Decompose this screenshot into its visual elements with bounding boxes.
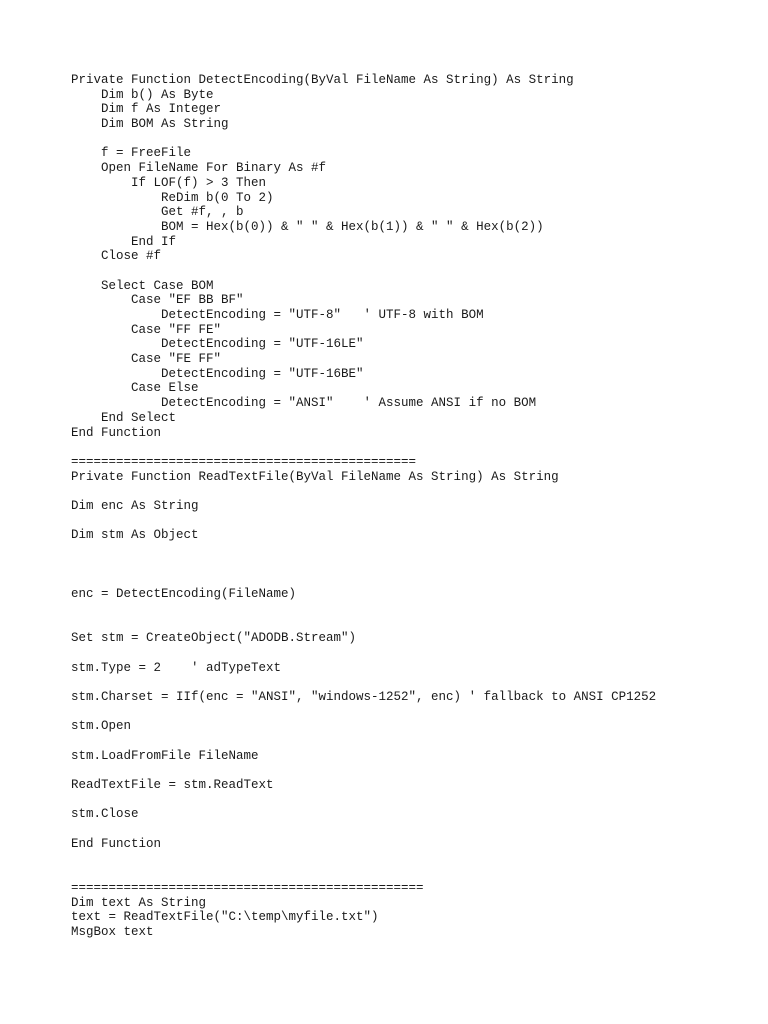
blank-line: [71, 602, 656, 617]
code-line: Private Function DetectEncoding(ByVal FileName As String) As String: [71, 73, 574, 87]
code-line: Private Function ReadTextFile(ByVal FileName As String) As String: [71, 469, 559, 484]
code-line: MsgBox text: [71, 924, 154, 939]
code-line: ===============================================: [71, 880, 424, 895]
code-line: Case "EF BB BF": [71, 293, 244, 308]
code-line: ReDim b(0 To 2): [71, 190, 274, 205]
code-line: text = ReadTextFile("C:\temp\myfile.txt"): [71, 910, 379, 925]
code-line: Set stm = CreateObject("ADODB.Stream"): [71, 631, 357, 646]
code-line: stm.Close: [71, 807, 139, 822]
code-line: stm.Open: [71, 719, 132, 734]
blank-line: [71, 866, 656, 881]
code-line: stm.Type = 2 ' adTypeText: [71, 660, 282, 675]
code-line: enc = DetectEncoding(FileName): [71, 587, 297, 602]
code-line: Dim b() As Byte: [71, 87, 214, 102]
blank-line: [71, 734, 656, 749]
blank-line: [71, 484, 656, 499]
blank-line: [71, 822, 656, 837]
code-line: Dim stm As Object: [71, 528, 199, 543]
blank-line: [71, 675, 656, 690]
code-line: Case "FE FF": [71, 352, 222, 367]
code-line: stm.Charset = IIf(enc = "ANSI", "windows-1252", enc) ' fallback to ANSI CP1252: [71, 689, 657, 704]
code-line: ==============================================: [71, 454, 417, 469]
code-line: ReadTextFile = stm.ReadText: [71, 778, 274, 792]
blank-line: [71, 851, 656, 866]
code-line: Case "FF FE": [71, 322, 222, 337]
blank-line: [71, 793, 656, 808]
code-line: BOM = Hex(b(0)) & " " & Hex(b(1)) & " " & Hex(b(2)): [71, 219, 544, 234]
code-line: DetectEncoding = "UTF-16BE": [71, 366, 364, 381]
code-line: Dim f As Integer: [71, 102, 222, 117]
code-line: If LOF(f) > 3 Then: [71, 175, 267, 190]
blank-line: [71, 132, 656, 147]
blank-line: [71, 558, 656, 573]
code-line: End If: [71, 234, 177, 249]
blank-line: [71, 440, 656, 455]
blank-line: [71, 572, 656, 587]
blank-line: [71, 616, 656, 631]
code-listing: [71, 73, 656, 940]
code-line: Dim text As String: [71, 895, 207, 910]
blank-line: [71, 264, 656, 279]
code-line: Dim enc As String: [71, 498, 199, 513]
code-line: End Select: [71, 410, 177, 425]
code-line: Get #f, , b: [71, 205, 244, 220]
code-line: DetectEncoding = "ANSI" ' Assume ANSI if no BOM: [71, 396, 537, 411]
code-line: DetectEncoding = "UTF-8" ' UTF-8 with BOM: [71, 308, 484, 322]
code-line: f = FreeFile: [71, 146, 192, 161]
blank-line: [71, 705, 656, 720]
code-line: Open FileName For Binary As #f: [71, 161, 327, 176]
code-line: End Function: [71, 425, 162, 440]
code-line: Case Else: [71, 381, 199, 396]
code-line: End Function: [71, 836, 162, 851]
code-line: DetectEncoding = "UTF-16LE": [71, 337, 364, 352]
code-line: stm.LoadFromFile FileName: [71, 748, 259, 763]
blank-line: [71, 514, 656, 529]
code-line: Dim BOM As String: [71, 117, 229, 132]
code-line: Select Case BOM: [71, 278, 214, 293]
code-line: Close #f: [71, 249, 162, 264]
blank-line: [71, 543, 656, 558]
blank-line: [71, 763, 656, 778]
blank-line: [71, 646, 656, 661]
